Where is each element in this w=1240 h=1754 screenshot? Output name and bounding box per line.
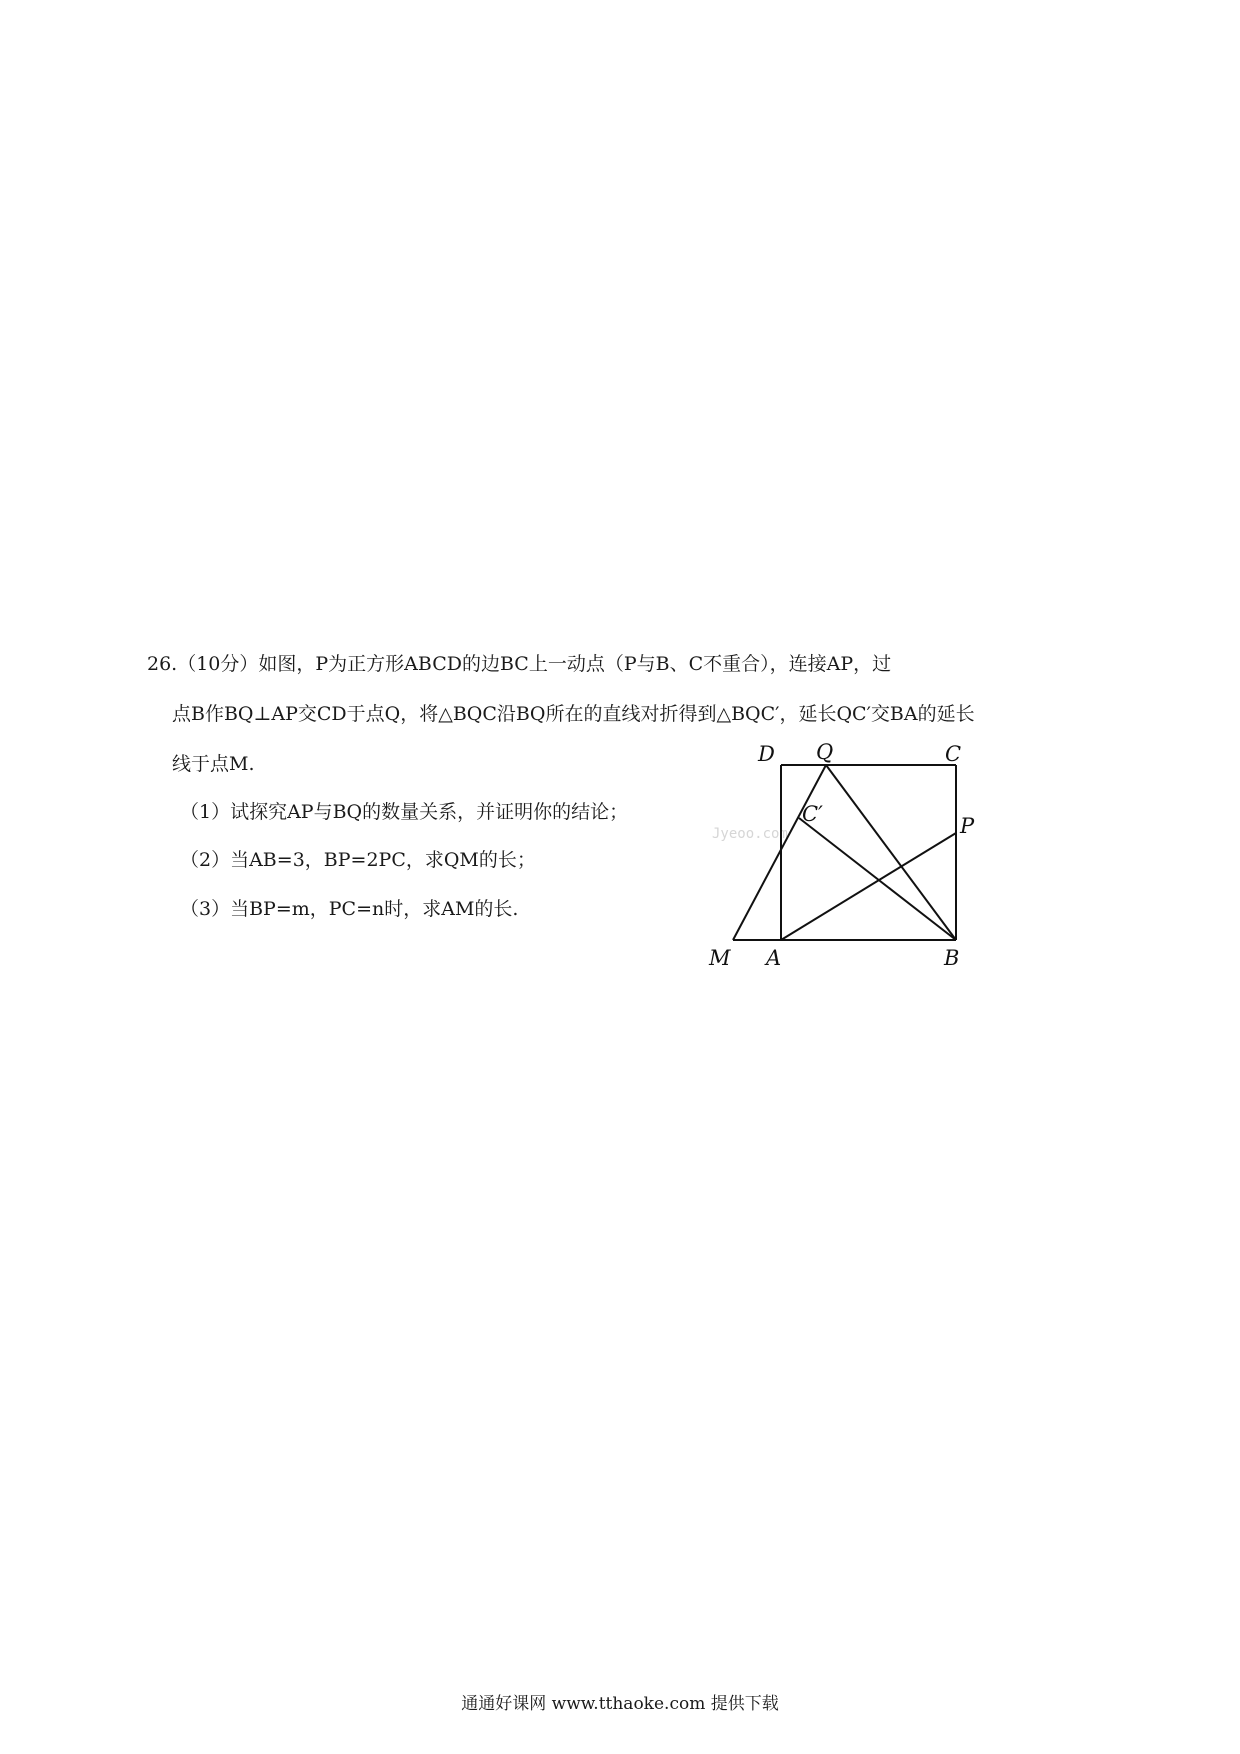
- label-b: B: [944, 946, 960, 970]
- label-a: A: [766, 946, 782, 970]
- footer-source-note: 通通好课网 www.tthaoke.com 提供下载: [461, 1694, 779, 1714]
- question-part-2: （2）当AB=3，BP=2PC，求QM的长；: [180, 849, 536, 871]
- label-c-prime: C′: [802, 802, 823, 826]
- problem-statement-line-2: 点B作BQ⊥AP交CD于点Q，将△BQC沿BQ所在的直线对折得到△BQC′，延长QC′交BA的延长: [172, 703, 975, 725]
- problem-statement-line-1: 26.（10分）如图，P为正方形ABCD的边BC上一动点（P与B、C不重合），连接AP，过: [147, 653, 892, 675]
- segment-qb: [826, 765, 956, 940]
- watermark: Jyeoo.com: [712, 826, 788, 842]
- question-part-1: （1）试探究AP与BQ的数量关系，并证明你的结论；: [180, 801, 629, 823]
- segment-c-prime-b: [799, 818, 956, 940]
- label-d: D: [758, 742, 775, 766]
- segment-mq: [733, 765, 826, 940]
- label-c: C: [945, 742, 962, 766]
- label-q: Q: [816, 740, 834, 764]
- label-m: M: [709, 946, 731, 970]
- label-p: P: [960, 814, 975, 838]
- problem-statement-line-3: 线于点M.: [172, 753, 255, 775]
- geometry-figure: [690, 725, 1010, 975]
- segment-ap: [781, 833, 956, 940]
- question-part-3: （3）当BP=m，PC=n时，求AM的长.: [180, 898, 519, 920]
